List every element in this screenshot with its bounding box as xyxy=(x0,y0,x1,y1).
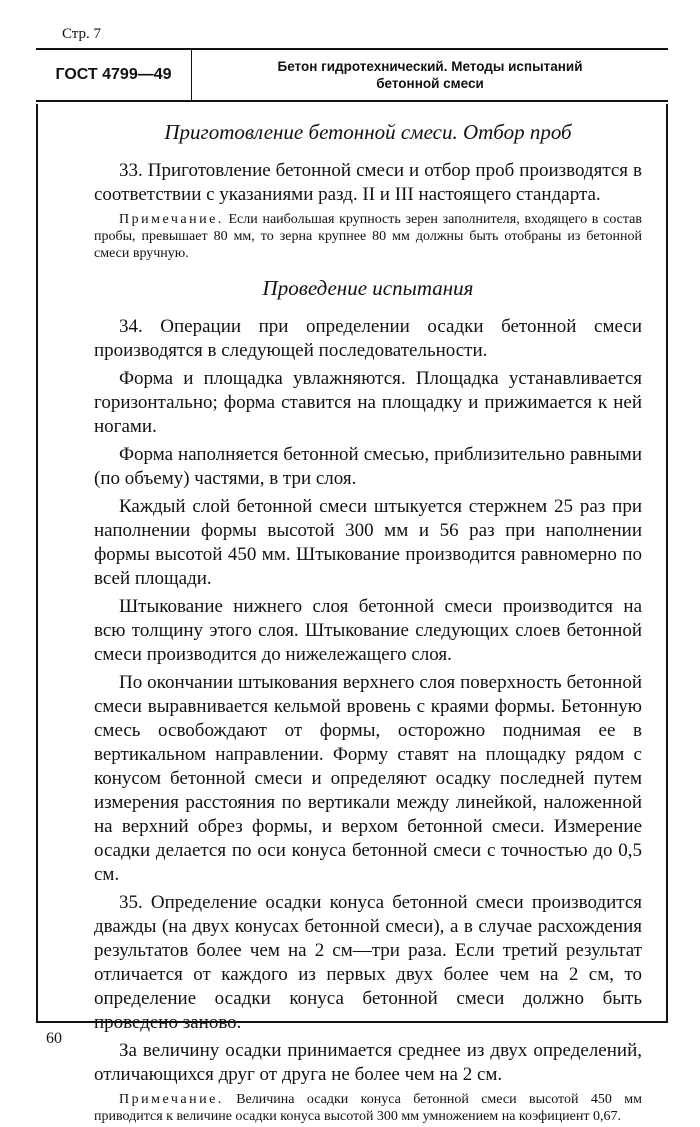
note-1 xyxy=(94,211,642,262)
paragraph-average: За величину осадки принимается среднее из двух определений, отличающихся друг от друга не более чем на 2 см. xyxy=(94,1040,642,1085)
paragraph-measurement: По окончании штыкования верхнего слоя поверхность бетонной смеси выравнивается кельмой вровень с краями формы. Бетонную смесь освобождают от формы, осторожно поднимая ее в вертикальном направлении. Форму ставят на площадку рядом с конусом бетонной смеси и определяют осадку последней путем измерения расстояния по вертикали между линейкой, наложенной на верхний обрез формы, и верхом бетонной смеси. Измерение осадки делается по оси конуса бетонной смеси с точностью до 0,5 см. xyxy=(94,672,642,885)
page-label: Стр. 7 xyxy=(62,26,102,42)
paragraph-rodding: Каждый слой бетонной смеси штыкуется стержнем 25 раз при наполнении формы высотой 300 мм и 56 раз при наполнении формы высотой 450 мм. Штыкование производится равномерно по всей площади. xyxy=(94,496,642,589)
section-title-preparation: Приготовление бетонной смеси. Отбор проб xyxy=(164,120,572,144)
note-1-text: Если наибольшая крупность зерен заполнителя, входящего в состав пробы, превышает 80 мм, то зерна крупнее 80 мм должны быть отобраны из бетонной смеси вручную. xyxy=(94,212,642,261)
standard-title-line1: Бетон гидротехнический. Методы испытаний xyxy=(277,59,583,74)
note-2 xyxy=(94,1091,642,1125)
paragraph-33: 33. Приготовление бетонной смеси и отбор проб производятся в соответствии с указаниями разд. II и III настоящего стандарта. xyxy=(94,160,642,205)
page-content xyxy=(94,120,642,1127)
header-box xyxy=(36,48,668,102)
section-title-testing: Проведение испытания xyxy=(262,276,474,300)
note-2-label: Примечание. xyxy=(119,1092,224,1107)
standard-title-line2: бетонной смеси xyxy=(376,76,484,91)
standard-code: ГОСТ 4799—49 xyxy=(36,50,192,100)
paragraph-form-moisten: Форма и площадка увлажняются. Площадка устанавливается горизонтально; форма ставится на площадку и прижимается к ней ногами. xyxy=(94,368,642,437)
note-2-text: Величина осадки конуса бетонной смеси высотой 450 мм приводится к величине осадки конуса высотой 300 мм умножением на коэфициент 0,67. xyxy=(94,1092,642,1124)
standard-title xyxy=(192,50,668,100)
paragraph-lower-layer: Штыкование нижнего слоя бетонной смеси производится на всю толщину этого слоя. Штыкование следующих слоев бетонной смеси производится до нижележащего слоя. xyxy=(94,596,642,665)
paragraph-35: 35. Определение осадки конуса бетонной смеси производится дважды (на двух конусах бетонной смеси), а в случае расхождения результатов более чем на 2 см—три раза. Если третий результат отличается от каждого из первых двух более чем на 2 см, то определение осадки конуса бетонной смеси должно быть проведено заново. xyxy=(94,892,642,1033)
paragraph-34: 34. Операции при определении осадки бетонной смеси производятся в следующей последовательности. xyxy=(94,316,642,361)
paragraph-form-fill: Форма наполняется бетонной смесью, приблизительно равными (по объему) частями, в три слоя. xyxy=(94,444,642,489)
note-1-label: Примечание. xyxy=(119,212,224,227)
page-number: 60 xyxy=(46,1030,62,1047)
